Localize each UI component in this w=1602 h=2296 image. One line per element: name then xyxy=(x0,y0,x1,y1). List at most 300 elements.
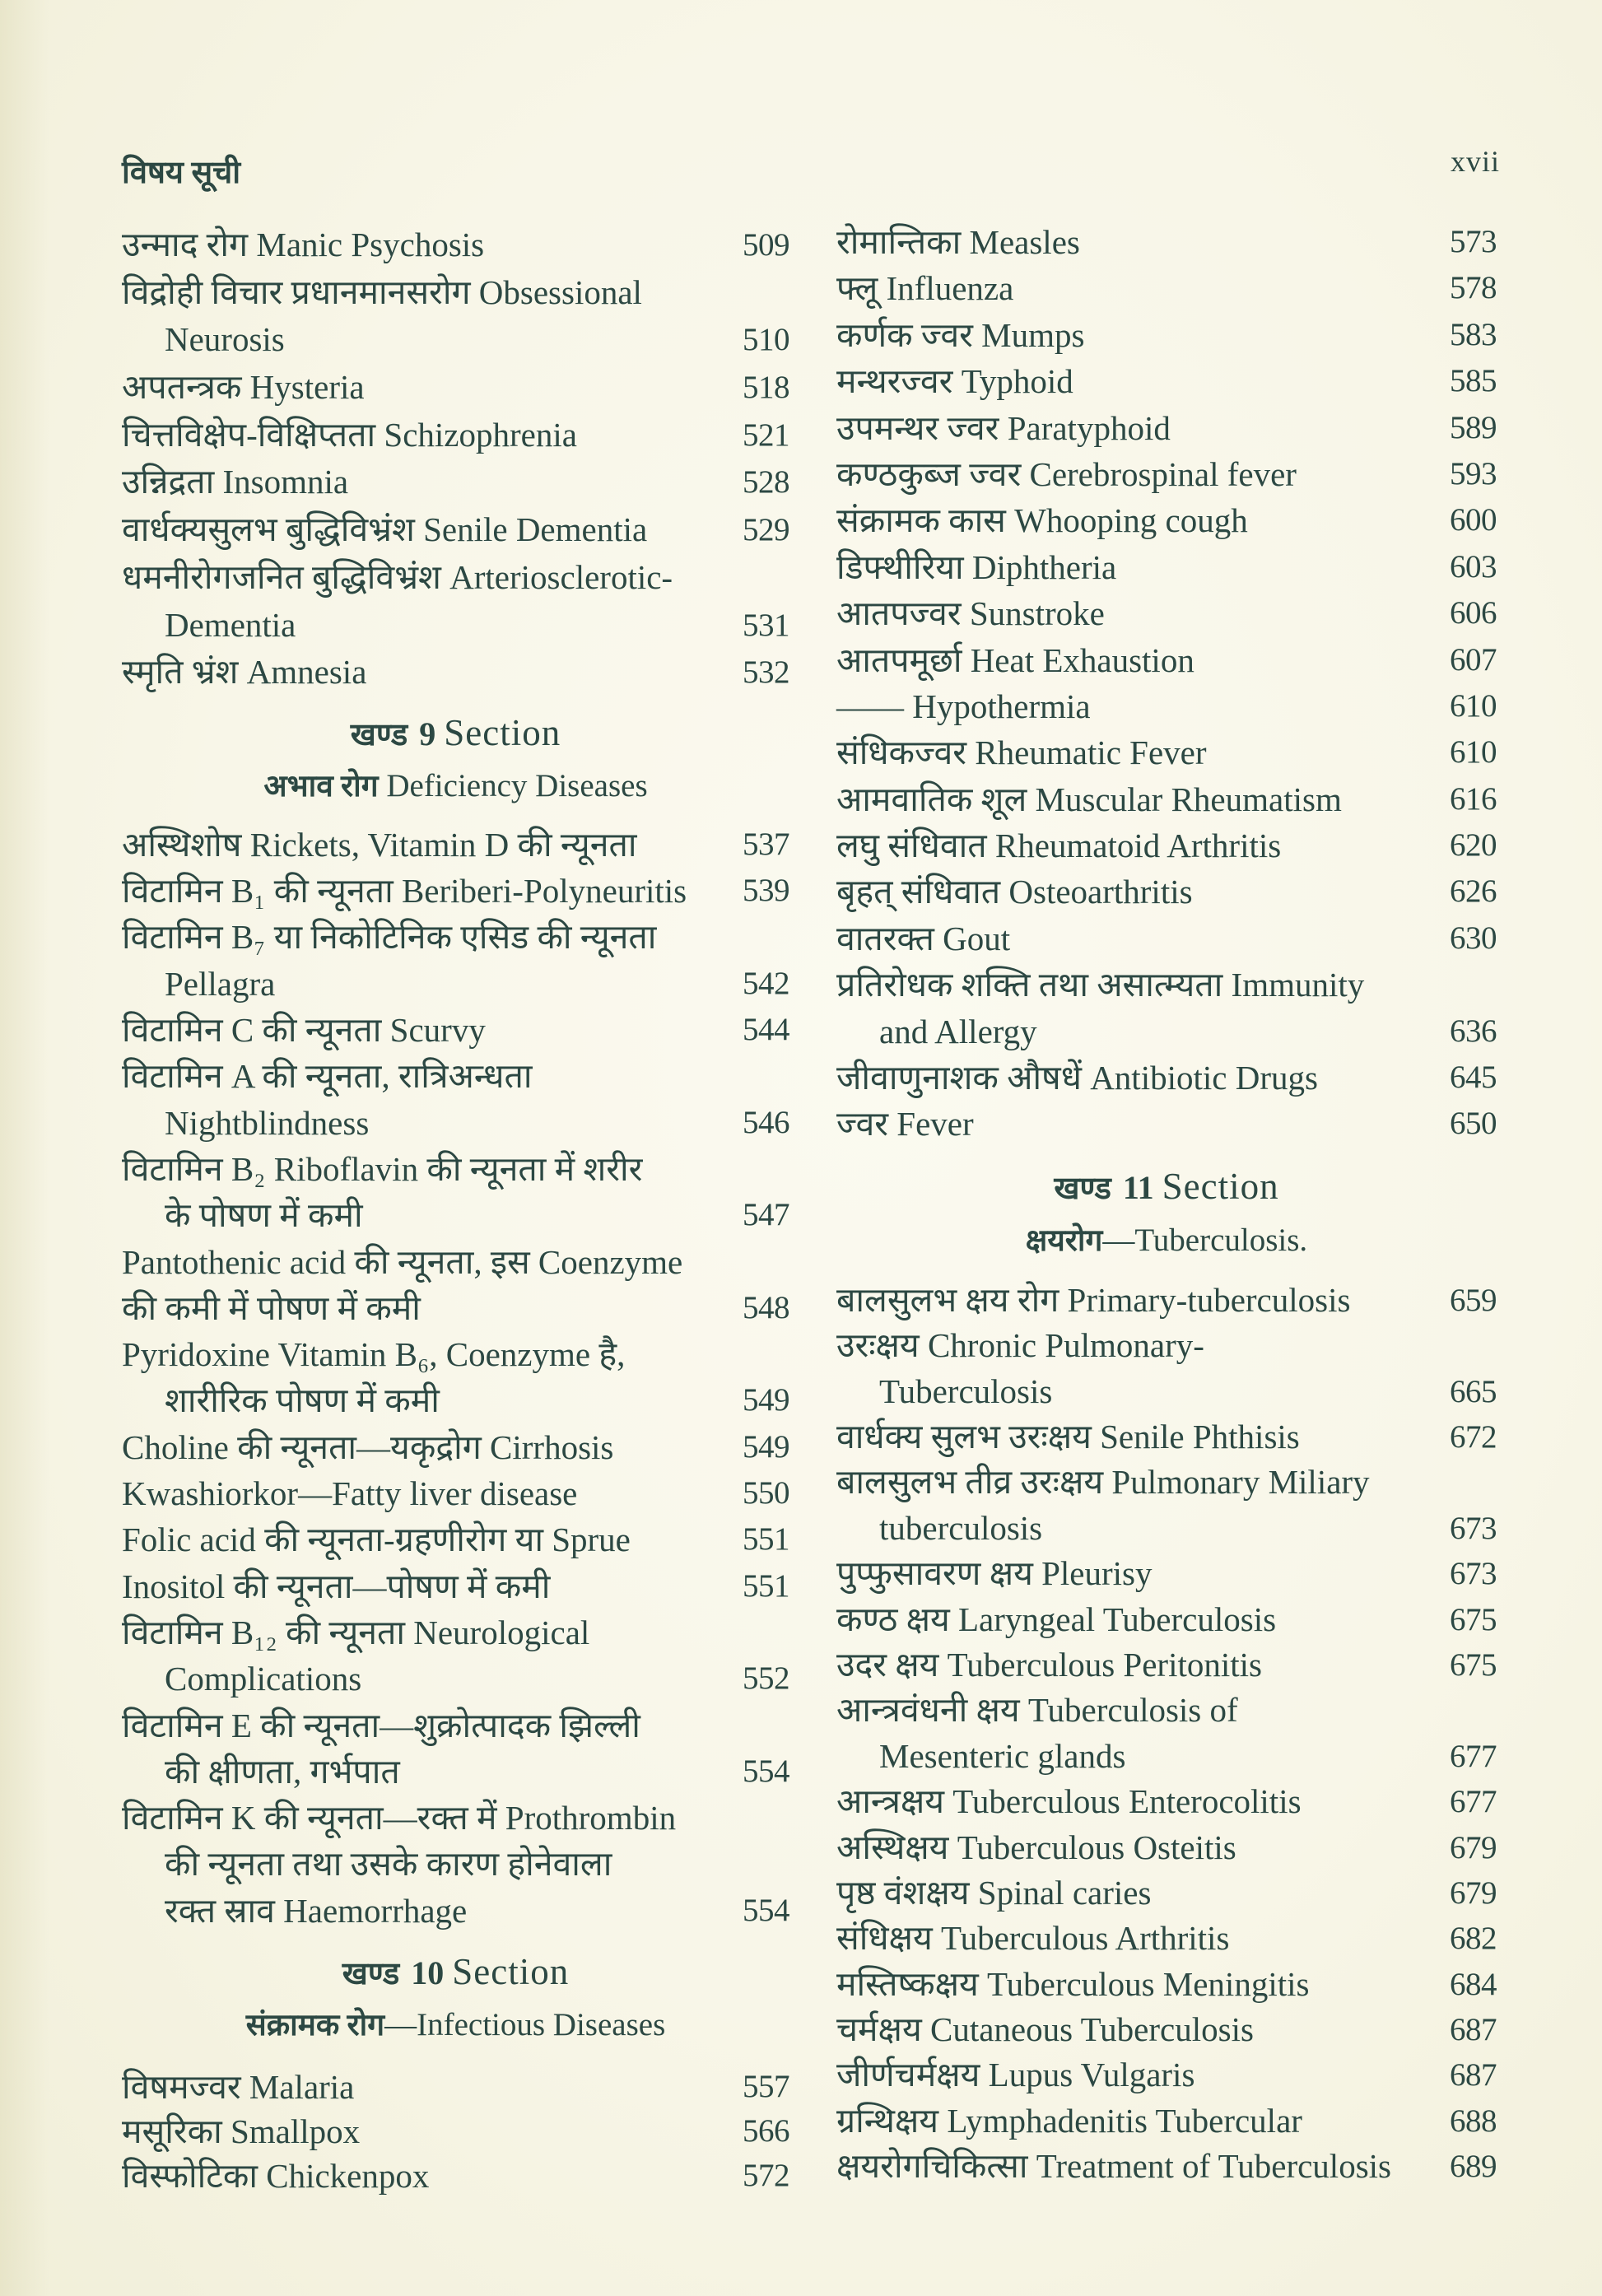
entry-line xyxy=(836,1779,1497,1824)
entry-title: शारीरिक पोषण में कमी xyxy=(165,1381,440,1420)
toc-entry xyxy=(122,1702,789,1795)
page-number: 616 xyxy=(1450,780,1497,817)
entry-title: वार्धक्य सुलभ उरःक्षय Senile Phthisis xyxy=(836,1417,1300,1455)
entry-title: विटामिन K की न्यूनता—रक्त में Prothrombin xyxy=(122,1799,677,1837)
toc-entry xyxy=(122,364,789,412)
entry-line xyxy=(122,2065,789,2109)
entry-line xyxy=(122,1702,789,1749)
entry-line xyxy=(122,412,789,459)
entry-title: कण्ठकुब्ज ज्वर Cerebrospinal fever xyxy=(836,454,1297,493)
page-number: 659 xyxy=(1450,1282,1497,1318)
entry-title: आन्त्रवंधनी क्षय Tuberculosis of xyxy=(836,1691,1238,1730)
entry-runover-line xyxy=(122,1192,789,1238)
entry-line xyxy=(836,1597,1497,1642)
page-number: 687 xyxy=(1450,2057,1497,2093)
entry-title: क्षयरोगचिकित्सा Treatment of Tuberculosis xyxy=(836,2147,1392,2186)
entry-runover-line xyxy=(122,602,789,650)
subheading-hindi: क्षयरोग xyxy=(1025,1223,1103,1258)
entry-line xyxy=(836,1916,1497,1961)
entry-line xyxy=(122,1424,789,1470)
toc-entry xyxy=(122,1795,789,1934)
entry-line xyxy=(122,1331,789,1377)
page-number: 607 xyxy=(1450,641,1497,678)
toc-entry xyxy=(122,1146,789,1239)
toc-entry xyxy=(836,1642,1497,1688)
page-number: 682 xyxy=(1450,1921,1497,1957)
toc-entry xyxy=(836,915,1497,962)
entry-title: रोमान्तिका Measles xyxy=(836,223,1080,261)
entry-title: विस्फोटिका Chickenpox xyxy=(122,2157,430,2195)
page-number: 645 xyxy=(1450,1060,1497,1096)
page-number: 531 xyxy=(743,607,789,643)
entry-title: कर्णक ज्वर Mumps xyxy=(836,315,1085,354)
section-heading xyxy=(122,1945,789,1998)
toc-entry xyxy=(836,1551,1497,1596)
entry-line xyxy=(836,915,1497,962)
entry-line xyxy=(836,776,1497,822)
toc-entry xyxy=(122,1424,789,1470)
entry-title: बालसुलभ तीव्र उरःक्षय Pulmonary Miliary xyxy=(836,1463,1370,1502)
entry-line xyxy=(836,1642,1497,1688)
entry-title: Tuberculosis xyxy=(879,1372,1053,1410)
entry-title: Kwashiorkor—Fatty liver disease xyxy=(122,1474,578,1513)
entry-line xyxy=(836,590,1497,636)
toc-entry xyxy=(122,1563,789,1609)
toc-entry-group xyxy=(122,2065,789,2198)
page-number: 650 xyxy=(1450,1106,1497,1142)
entry-line xyxy=(122,269,789,317)
toc-column-right xyxy=(836,219,1497,2190)
page-number: 532 xyxy=(743,654,789,691)
toc-entry xyxy=(836,1414,1497,1460)
entry-title: आमवातिक शूल Muscular Rheumatism xyxy=(836,780,1342,818)
entry-line xyxy=(836,1962,1497,2007)
entry-line xyxy=(836,405,1497,451)
entry-title: विटामिन B₁ की न्यूनता Beriberi-Polyneuritis xyxy=(122,872,687,910)
entry-title: Pyridoxine Vitamin B₆, Coenzyme है, xyxy=(122,1335,626,1374)
entry-title: and Allergy xyxy=(879,1012,1037,1050)
page-number: 557 xyxy=(743,2069,789,2104)
subheading-hindi: अभाव रोग xyxy=(263,769,379,803)
page-number: 544 xyxy=(743,1012,789,1048)
entry-title: की क्षीणता, गर्भपात xyxy=(165,1752,400,1791)
entry-line xyxy=(836,2098,1497,2144)
entry-runover-line xyxy=(836,1369,1497,1414)
entry-line xyxy=(122,459,789,506)
entry-runover-line xyxy=(122,961,789,1007)
entry-title: विटामिन C की न्यूनता Scurvy xyxy=(122,1011,486,1050)
entry-title: वातरक्त Gout xyxy=(836,919,1011,957)
toc-entry xyxy=(836,451,1497,497)
entry-runover-line xyxy=(122,1888,789,1934)
toc-column-left xyxy=(122,221,789,2198)
page-gutter-shade xyxy=(0,0,49,2296)
page-number: 673 xyxy=(1450,1510,1497,1546)
entry-line xyxy=(836,683,1497,729)
entry-title: उपमन्थर ज्वर Paratyphoid xyxy=(836,408,1171,447)
entry-title: Complications xyxy=(165,1660,362,1698)
page-number: 529 xyxy=(743,512,789,548)
page-number: 688 xyxy=(1450,2103,1497,2139)
entry-line xyxy=(122,868,789,914)
entry-line xyxy=(836,1323,1497,1368)
entry-title: फ्लू Influenza xyxy=(836,269,1014,308)
page-number: 528 xyxy=(743,464,789,501)
page-number: 554 xyxy=(743,1753,789,1789)
running-head-title: विषय सूची xyxy=(122,156,241,190)
entry-title: ज्वर Fever xyxy=(836,1105,974,1143)
entry-title: विटामिन B₇ या निकोटिनिक एसिड की न्यूनता xyxy=(122,918,657,957)
entry-title: tuberculosis xyxy=(879,1508,1043,1547)
entry-title: Pantothenic acid की न्यूनता, इस Coenzyme xyxy=(122,1242,683,1281)
toc-entry xyxy=(122,1053,789,1146)
entry-title: आन्त्रक्षय Tuberculous Enterocolitis xyxy=(836,1782,1302,1821)
toc-entry xyxy=(836,1688,1497,1779)
toc-entry xyxy=(836,544,1497,590)
section-word: Section xyxy=(444,711,561,753)
entry-line xyxy=(836,637,1497,683)
page-number: 665 xyxy=(1450,1373,1497,1409)
entry-title: विटामिन E की न्यूनता—शुक्रोत्पादक झिल्ली xyxy=(122,1706,640,1744)
section-label: खण्ड xyxy=(1054,1171,1111,1206)
page-number: 552 xyxy=(743,1660,789,1697)
entry-title: पुप्फुसावरण क्षय Pleurisy xyxy=(836,1554,1153,1593)
page-number: 551 xyxy=(743,1521,789,1558)
entry-line xyxy=(122,2109,789,2154)
toc-entry-group xyxy=(122,221,789,696)
page-number: 539 xyxy=(743,873,789,909)
entry-line xyxy=(122,506,789,554)
entry-line xyxy=(836,1055,1497,1101)
toc-entry xyxy=(836,2052,1497,2098)
subheading-separator xyxy=(379,768,387,803)
entry-line xyxy=(122,554,789,602)
page-number: 679 xyxy=(1450,1829,1497,1865)
entry-line xyxy=(122,1239,789,1285)
entry-runover-line xyxy=(122,1749,789,1795)
entry-title: ग्रन्थिक्षय Lymphadenitis Tubercular xyxy=(836,2101,1302,2140)
page-number: 620 xyxy=(1450,827,1497,864)
entry-title: धमनीरोगजनित बुद्धिविभ्रंश Arteriosclerotic- xyxy=(122,557,673,596)
toc-entry xyxy=(836,776,1497,822)
page-number: 675 xyxy=(1450,1646,1497,1683)
toc-entry xyxy=(122,1516,789,1562)
entry-line xyxy=(122,1470,789,1516)
entry-line xyxy=(836,822,1497,869)
toc-entry xyxy=(122,868,789,914)
page-number: 566 xyxy=(743,2113,789,2149)
entry-line xyxy=(836,2052,1497,2098)
entry-title: Neurosis xyxy=(165,320,285,359)
entry-title: विद्रोही विचार प्रधानमानसरोग Obsessional xyxy=(122,272,642,311)
section-heading xyxy=(122,706,789,759)
entry-title: Folic acid की न्यूनता-ग्रहणीरोग या Sprue xyxy=(122,1521,631,1559)
toc-entry xyxy=(836,869,1497,915)
entry-title: Mesenteric glands xyxy=(879,1736,1126,1775)
entry-title: संधिक्षय Tuberculous Arthritis xyxy=(836,1919,1230,1958)
entry-runover-line xyxy=(122,316,789,364)
entry-title: रक्त स्राव Haemorrhage xyxy=(165,1891,468,1930)
entry-title: विटामिन B₂ Riboflavin की न्यूनता में शरीर xyxy=(122,1149,643,1188)
toc-entry xyxy=(122,1007,789,1053)
toc-entry xyxy=(836,358,1497,404)
entry-title: अस्थिशोष Rickets, Vitamin D की न्यूनता xyxy=(122,825,637,864)
toc-entry xyxy=(836,265,1497,311)
page-number: 672 xyxy=(1450,1418,1497,1455)
page-number: 585 xyxy=(1450,363,1497,399)
toc-entry xyxy=(122,459,789,506)
entry-title: विटामिन B₁₂ की न्यूनता Neurological xyxy=(122,1613,590,1651)
page-number: 551 xyxy=(743,1567,789,1604)
entry-line xyxy=(122,2154,789,2198)
entry-title: Dementia xyxy=(165,605,296,644)
toc-entry xyxy=(836,1779,1497,1824)
toc-entry-group xyxy=(836,1278,1497,2190)
entry-line xyxy=(836,2007,1497,2052)
entry-line xyxy=(836,1414,1497,1460)
entry-line xyxy=(122,1516,789,1562)
subheading-hindi: संक्रामक रोग xyxy=(245,2009,385,2042)
page-number: 606 xyxy=(1450,595,1497,631)
entry-line xyxy=(836,1825,1497,1870)
entry-title: चर्मक्षय Cutaneous Tuberculosis xyxy=(836,2010,1254,2049)
subheading-english: Deficiency Diseases xyxy=(386,767,648,803)
toc-entry xyxy=(836,2007,1497,2052)
toc-entry xyxy=(836,1278,1497,1323)
toc-entry-group xyxy=(122,822,789,1934)
entry-runover-line xyxy=(122,1100,789,1146)
page-number: 636 xyxy=(1450,1013,1497,1049)
page-number: 554 xyxy=(743,1892,789,1928)
entry-runover-line xyxy=(122,1285,789,1331)
entry-line xyxy=(836,219,1497,265)
entry-line xyxy=(122,364,789,412)
entry-title: अपतन्त्रक Hysteria xyxy=(122,368,365,407)
toc-entry xyxy=(836,729,1497,775)
entry-runover-line xyxy=(836,1506,1497,1551)
page-number: 684 xyxy=(1450,1966,1497,2002)
page-number: 626 xyxy=(1450,873,1497,910)
entry-title: अस्थिक्षय Tuberculous Osteitis xyxy=(836,1828,1236,1866)
page-number: 689 xyxy=(1450,2149,1497,2185)
section-heading xyxy=(836,1160,1497,1213)
entry-line xyxy=(836,1551,1497,1596)
section-label: खण्ड xyxy=(342,1957,400,1991)
page-folio-number: xvii xyxy=(1450,145,1500,178)
entry-line xyxy=(836,265,1497,311)
toc-entry xyxy=(122,2154,789,2198)
page-number: 583 xyxy=(1450,316,1497,352)
toc-entry xyxy=(122,221,789,269)
entry-title: —— Hypothermia xyxy=(836,687,1091,725)
entry-line xyxy=(122,1053,789,1099)
page-number: 679 xyxy=(1450,1875,1497,1911)
entry-line xyxy=(836,962,1497,1008)
entry-title: उरःक्षय Chronic Pulmonary- xyxy=(836,1326,1204,1365)
page-number: 518 xyxy=(743,370,789,406)
entry-line xyxy=(836,312,1497,358)
toc-entry xyxy=(122,1331,789,1424)
entry-line xyxy=(122,221,789,269)
toc-entry xyxy=(836,1962,1497,2007)
section-word: Section xyxy=(1162,1165,1279,1207)
page-number: 610 xyxy=(1450,734,1497,771)
entry-title: विषमज्वर Malaria xyxy=(122,2068,355,2106)
page-number: 549 xyxy=(743,1428,789,1465)
entry-title: डिफ्थीरिया Diphtheria xyxy=(836,547,1117,586)
entry-title: जीर्णचर्मक्षय Lupus Vulgaris xyxy=(836,2056,1195,2094)
subheading-english: Tuberculosis. xyxy=(1134,1222,1308,1258)
entry-runover-line xyxy=(836,1734,1497,1779)
page-number: 547 xyxy=(743,1197,789,1233)
page-number: 593 xyxy=(1450,455,1497,491)
entry-line xyxy=(122,914,789,960)
page-number: 573 xyxy=(1450,224,1497,259)
page-number: 572 xyxy=(743,2158,789,2193)
toc-entry xyxy=(122,1609,789,1702)
entry-title: की कमी में पोषण में कमी xyxy=(122,1288,421,1327)
page-number: 603 xyxy=(1450,548,1497,584)
page-number: 521 xyxy=(743,417,789,453)
page-number: 677 xyxy=(1450,1738,1497,1774)
entry-title: मस्तिष्कक्षय Tuberculous Meningitis xyxy=(836,1964,1310,2003)
entry-title: उन्माद रोग Manic Psychosis xyxy=(122,226,485,263)
section-number: 9 xyxy=(419,715,436,752)
toc-entry xyxy=(122,2109,789,2154)
entry-title: संधिकज्वर Rheumatic Fever xyxy=(836,734,1207,772)
entry-line xyxy=(836,1278,1497,1323)
page-number: 537 xyxy=(743,826,789,862)
toc-entry xyxy=(122,506,789,554)
entry-line xyxy=(836,1101,1497,1147)
entry-title: मन्थरज्वर Typhoid xyxy=(836,362,1073,401)
entry-title: उन्निद्रता Insomnia xyxy=(122,463,349,501)
entry-title: स्मृति भ्रंश Amnesia xyxy=(122,653,367,692)
toc-entry xyxy=(122,914,789,1007)
toc-entry xyxy=(836,1916,1497,1961)
page-number: 550 xyxy=(743,1475,789,1511)
toc-entry xyxy=(836,1825,1497,1870)
page-number: 610 xyxy=(1450,687,1497,724)
toc-entry xyxy=(836,1870,1497,1916)
page-number: 542 xyxy=(743,965,789,1001)
toc-entry xyxy=(836,1323,1497,1414)
entry-line xyxy=(836,1460,1497,1505)
entry-runover-line xyxy=(122,1841,789,1887)
page-number: 677 xyxy=(1450,1784,1497,1820)
toc-entry xyxy=(836,405,1497,451)
toc-entry xyxy=(836,1597,1497,1642)
section-word: Section xyxy=(452,1951,570,1992)
section-subheading xyxy=(836,1218,1497,1264)
entry-title: की न्यूनता तथा उसके कारण होनेवाला xyxy=(165,1845,612,1884)
section-number: 10 xyxy=(411,1954,445,1991)
page-number: 630 xyxy=(1450,920,1497,956)
entry-title: उदर क्षय Tuberculous Peritonitis xyxy=(836,1645,1262,1684)
entry-line xyxy=(122,1609,789,1656)
entry-title: Pellagra xyxy=(165,964,276,1003)
entry-title: प्रतिरोधक शक्ति तथा असात्म्यता Immunity xyxy=(836,966,1365,1004)
page-number: 673 xyxy=(1450,1556,1497,1592)
entry-title: Nightblindness xyxy=(165,1103,370,1142)
toc-entry xyxy=(836,1101,1497,1147)
entry-runover-line xyxy=(122,1377,789,1423)
toc-entry xyxy=(122,1239,789,1332)
page-number: 687 xyxy=(1450,2012,1497,2048)
toc-entry xyxy=(122,1470,789,1516)
subheading-english: Infectious Diseases xyxy=(417,2007,666,2042)
toc-entry xyxy=(122,554,789,649)
page-number: 548 xyxy=(743,1289,789,1325)
entry-runover-line xyxy=(122,1656,789,1702)
entry-title: वार्धक्यसुलभ बुद्धिविभ्रंश Senile Dementia xyxy=(122,510,648,549)
toc-entry xyxy=(122,649,789,696)
entry-runover-line xyxy=(836,1008,1497,1055)
section-number: 11 xyxy=(1122,1168,1154,1206)
entry-title: मसूरिका Smallpox xyxy=(122,2112,361,2150)
section-label: खण्ड xyxy=(350,717,408,752)
entry-line xyxy=(836,729,1497,775)
toc-entry xyxy=(836,219,1497,265)
entry-title: आतपमूर्छा Heat Exhaustion xyxy=(836,640,1195,679)
entry-title: लघु संधिवात Rheumatoid Arthritis xyxy=(836,827,1282,865)
entry-line xyxy=(836,1870,1497,1916)
page-number: 510 xyxy=(743,322,789,358)
page-number: 549 xyxy=(743,1382,789,1418)
entry-line xyxy=(122,822,789,868)
entry-title: चित्तविक्षेप-विक्षिप्तता Schizophrenia xyxy=(122,415,577,454)
page-number: 546 xyxy=(743,1104,789,1140)
entry-title: Choline की न्यूनता—यकृद्रोग Cirrhosis xyxy=(122,1427,614,1466)
entry-line xyxy=(122,1795,789,1841)
entry-line xyxy=(836,358,1497,404)
toc-entry xyxy=(836,590,1497,636)
section-subheading xyxy=(122,763,789,809)
toc-entry xyxy=(836,2144,1497,2189)
toc-entry xyxy=(836,822,1497,869)
entry-title: जीवाणुनाशक औषधें Antibiotic Drugs xyxy=(836,1059,1318,1097)
entry-title: संक्रामक कास Whooping cough xyxy=(836,501,1248,540)
toc-entry xyxy=(122,822,789,868)
entry-title: कण्ठ क्षय Laryngeal Tuberculosis xyxy=(836,1600,1277,1638)
entry-title: आतपज्वर Sunstroke xyxy=(836,594,1105,633)
entry-title: विटामिन A की न्यूनता, रात्रिअन्धता xyxy=(122,1057,533,1096)
entry-line xyxy=(122,649,789,696)
toc-entry xyxy=(122,269,789,364)
entry-line xyxy=(836,544,1497,590)
toc-entry xyxy=(836,497,1497,543)
toc-entry xyxy=(836,637,1497,683)
entry-line xyxy=(122,1007,789,1053)
entry-line xyxy=(122,1563,789,1609)
subheading-separator: — xyxy=(384,2007,417,2042)
subheading-separator: — xyxy=(1102,1222,1135,1258)
entry-title: बालसुलभ क्षय रोग Primary-tuberculosis xyxy=(836,1280,1351,1319)
entry-line xyxy=(122,1146,789,1192)
page-number: 578 xyxy=(1450,270,1497,306)
toc-entry xyxy=(836,312,1497,358)
page-number: 509 xyxy=(743,227,789,263)
toc-entry xyxy=(836,1460,1497,1551)
page-number: 589 xyxy=(1450,409,1497,445)
page-number: 675 xyxy=(1450,1601,1497,1637)
toc-entry xyxy=(122,2065,789,2109)
toc-entry xyxy=(836,962,1497,1055)
toc-entry xyxy=(836,1055,1497,1101)
entry-title: बृहत् संधिवात Osteoarthritis xyxy=(836,873,1193,911)
entry-title: Inositol की न्यूनता—पोषण में कमी xyxy=(122,1567,551,1605)
entry-title: के पोषण में कमी xyxy=(165,1196,363,1235)
